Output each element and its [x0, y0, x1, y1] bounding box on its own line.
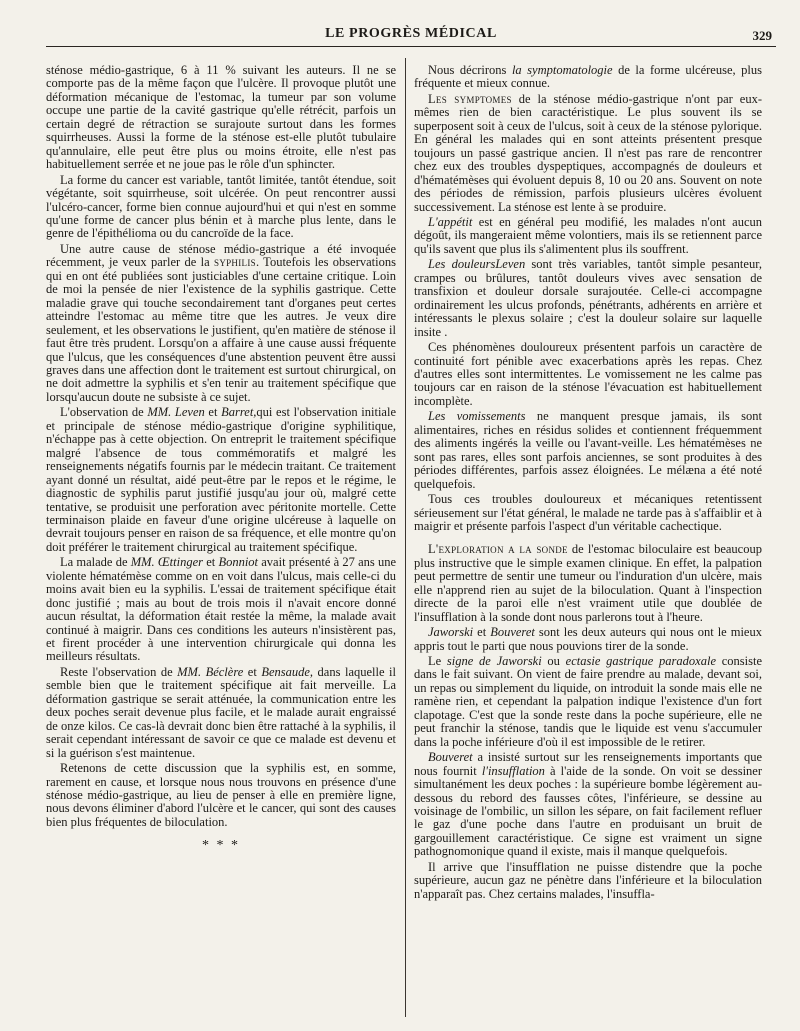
paragraph-text: sont très variables, tantôt simple pesanteur, crampes ou brûlures, tantôt douleurs vives avec sensation de transfixion et douleur dorsale surajoutée. Celle-ci accompagne ordinairement les ulcus profonds, pénétrants, adhérents en arrière et intéressants le plexus solaire ; c'est la douleur solaire sur laquelle insite	[414, 257, 762, 339]
paragraph-text: La malade de	[60, 555, 131, 570]
italic-emphasis: signe de Jaworski	[446, 654, 542, 669]
italic-emphasis: MM. Leven	[147, 405, 205, 420]
paragraph-text: consiste dans le fait suivant. On vient de faire prendre au malade, devant soi, un repas ou simplement du liquide, on introduit la sonde mais elle ne ramène rien, et cependant la palpation indique l'existence d'un fort clapotage. C'est que la sonde reste dans la poche supérieure, elle ne peut franchir la sténose, tandis que le liquide est venu s'accumuler dans la poche inférieure d'où il est impossible de le retirer.	[414, 654, 762, 749]
paragraph	[414, 751, 762, 859]
left-column	[46, 64, 396, 1023]
paragraph-text: Le	[428, 654, 447, 669]
paragraph	[414, 64, 762, 91]
paragraph	[414, 861, 762, 901]
paragraph-text: sont les deux auteurs qui nous ont le mieux appris tout le parti que nous pouvions tirer de la sonde.	[414, 625, 762, 653]
paragraph-text: de la sténose médio-gastrique n'ont par eux-mêmes rien de bien caractéristique. Le plus souvent ils se superposent soit à ceux de l'ulcus, soit à ceux de la sténose pylorique. En général les malades qui en sont atteints présentent presque toujours un passé gastrique ancien. Il n'est pas rare de rencontrer chez eux des troubles dyspeptiques, accompagnés de douleurs et d'hématémèses qui évoluent depuis 8, 10 ou 20 ans. Souvent on note des périodes de rémission, parfois plusieurs ulcères évoluent successivement. La sténose est lente à se produire.	[414, 91, 762, 214]
italic-emphasis: Les douleurs	[428, 257, 496, 272]
italic-emphasis: Les vomissements	[428, 409, 526, 424]
paragraph	[414, 543, 762, 624]
paragraph-text: et	[473, 625, 491, 640]
paragraph	[46, 762, 396, 829]
paragraph	[46, 243, 396, 404]
paragraph-text: avait présenté à 27 ans une violente hématémèse comme on en voit dans l'ulcus, mais celle-ci du moins avait bien eu la syphilis. L'essai de traitement spécifique était donc justifié ; mais au bout de trois mois il n'avait encore donné aucun résultat, la déformation était restée la même, la malade avait continué à maigrir. Dans ces conditions les auteurs n'insistèrent pas, et firent procéder à une intervention chirurgicale qui donna les meilleurs résultats.	[46, 555, 396, 664]
paragraph	[414, 493, 762, 533]
paragraph-text: est en général peu modifié, les malades n'ont aucun dégoût, ils mangeraient même volontiers, mais ils se retiennent parce qu'ils savent que plus ils s'alimentent plus ils souffrent.	[414, 214, 762, 256]
column-divider	[405, 58, 406, 1017]
italic-emphasis: ectasie gastrique paradoxale	[565, 654, 716, 669]
paragraph-text: L'observation de	[60, 405, 148, 420]
paragraph	[414, 216, 762, 256]
paragraph-text: qui est l'observation initiale et principale de sténose médio-gastrique d'origine syphilitique, n'échappe pas à cette objection. On entreprit le traitement spécifique malgré l'absence de tous commémoratifs et malgré les renseignements négatifs fournis par le médecin traitant. Ce traitement ayant donné un résultat, aidé peut-être par le repos et le régime, le diagnostic de syphilis parut justifié jusqu'au jour où, malgré cette tentative, se produisit une perforation avec péritonite mortelle. Cette terminaison plaide en faveur d'une origine ulcéreuse à laquelle on devrait toujours penser en raison de sa fréquence, et elle montre qu'on doit préférer le traitement chirurgical au traitement spécifique.	[46, 405, 396, 554]
right-column	[414, 64, 762, 1023]
italic-emphasis: MM. Béclère	[177, 664, 244, 679]
paragraph-text: de la forme ulcéreuse, plus fréquente et mieux connue.	[414, 63, 762, 91]
paragraph	[414, 341, 762, 408]
italic-emphasis: Bonniot	[218, 555, 259, 570]
page-number: 329	[752, 28, 772, 43]
italic-emphasis: L'appétit	[428, 214, 473, 229]
section-asterism: * * *	[202, 838, 240, 854]
small-caps-heading: L'exploration a la sonde	[428, 542, 568, 557]
paragraph-text: Une autre cause de sténose médio-gastrique a été invoquée récemment, je veux parler de la	[46, 241, 396, 270]
paragraph-text: Nous décrirons	[428, 63, 512, 77]
italic-emphasis: l'insufflation	[481, 763, 545, 778]
paragraph-text: Il arrive que l'insufflation ne puisse distendre que la poche supérieure, aucun gaz ne pénètre dans l'inférieure et la biloculation n'apparaît pas. Chez certains malades, l'insuffla-	[414, 859, 762, 901]
italic-emphasis: Bouveret	[428, 750, 473, 765]
paragraph	[414, 258, 762, 339]
italic-emphasis: la symptomatologie	[511, 63, 613, 77]
paragraph-text: de l'estomac biloculaire est beaucoup plus instructive que le simple examen clinique. En effet, la palpation peut permettre de sentir une tumeur ou l'induration d'un ulcère, mais elle n'apprend rien au sujet de la biloculation. Quant à l'inspection directe de la paroi elle n'est vraiment utile que doublée de l'insufflation à la sonde dont nous parlerons tout à l'heure.	[414, 542, 762, 624]
paragraph-text: et	[203, 555, 219, 570]
italic-emphasis: Barret,	[221, 405, 257, 420]
small-caps-heading: syphilis	[214, 255, 256, 270]
paragraph	[414, 626, 762, 653]
paragraph-text: ne manquent presque jamais, ils sont alimentaires, riches en résidus solides et contiennent fréquemment des aliments ingérés la veille ou l'avant-veille. Les hématémèses ne sont pas rares, elles sont parfois anciennes, se sont produites à des périodes différentes, parfois assez éloignées. Le mélæna a été noté quelquefois.	[414, 409, 762, 491]
paragraph-text: ou	[541, 654, 566, 669]
paragraph	[414, 410, 762, 491]
paragraph-text: et	[204, 405, 222, 420]
paragraph-text: sténose médio-gastrique, 6 à 11 % suivant les auteurs. Il ne se comporte pas de la même façon que l'ulcère. Il provoque plutôt une déformation mécanique de l'estomac, la tumeur par son volume occupe une partie de la cavité gastrique qu'elle rétrécit, parfois un certain degré de rétraction se surajoute surtout dans les formes squirrheuses. Aussi la forme de la sténose est-elle plutôt tubulaire qu'annulaire, elle peut être plus ou moins étroite, elle n'est pas habituellement serrée et ne joue pas le rôle d'un sphincter.	[46, 63, 396, 172]
paragraph-text: Retenons de cette discussion que la syphilis est, en somme, rarement en cause, et lorsque nous nous trouvons en présence d'une sténose médio-gastrique, au lieu de penser à elle en première ligne, nous devons éliminer d'abord l'ulcère et le cancer, qui sont des causes bien plus fréquentes de biloculation.	[46, 761, 396, 829]
italic-emphasis: Leven	[495, 257, 526, 272]
paragraph	[414, 655, 762, 749]
paragraph-text: à l'aide de la sonde. On voit se dessiner simultanément les deux poches : la supérieure bombe légèrement au-dessous du rebord des fausses côtes, l'inférieure, se dessine au voisinage de l'ombilic, un sillon les sépare, on fait facilement refluer le gaz d'une poche dans l'autre en produisant un bruit de gargouillement caractéristique. Ce signe est vraiment un signe pathognomonique quand il existe, mais il manque quelquefois.	[414, 763, 762, 859]
italic-emphasis: Bensaude,	[261, 664, 314, 679]
paragraph-text: Reste l'observation de	[60, 664, 178, 679]
paragraph	[46, 174, 396, 241]
paragraph-text: La forme du cancer est variable, tantôt limitée, tantôt étendue, soit végétante, soit squirrheuse, soit ulcérée. On peut rencontrer aussi l'ulcéro-cancer, forme bien connue aujourd'hui et qui n'est en somme qu'une forme de cancer plus bénin et à marche plus lente, dans le genre de l'épithélioma ou du cancroïde de la face.	[46, 172, 396, 241]
paragraph	[414, 93, 762, 214]
small-caps-heading: Les symptomes	[428, 91, 512, 106]
paragraph	[46, 406, 396, 554]
paragraph-text: a insisté surtout sur les renseignements importants que nous fournit	[414, 750, 762, 778]
paragraph-text: .	[444, 324, 448, 339]
italic-emphasis: Jaworski	[428, 625, 474, 640]
paragraph	[46, 556, 396, 664]
running-header	[46, 20, 776, 47]
italic-emphasis: Bouveret	[490, 625, 535, 640]
paragraph-text: dans laquelle il semble bien que le traitement spécifique ait fait merveille. La déformation gastrique se serait atténuée, la communication entre les deux poches serait devenue plus facile, et le malade aurait engraissé de onze kilos. Ce cas-là devrait donc bien être rattaché à la syphilis, il serait cependant intéressant de savoir ce que ce malade est devenu et si la guérison s'est maintenue.	[46, 664, 396, 760]
paragraph-text: et	[243, 664, 262, 679]
paragraph	[46, 64, 396, 172]
paragraph-text: Ces phénomènes douloureux présentent parfois un caractère de continuité fort pénible avec exacerbations après les repas. Chez d'autres elles sont intermittentes. Le vomissement ne les calme pas toujours car en raison de la sténose l'évacuation est habituellement incomplète.	[414, 340, 762, 408]
italic-emphasis: MM. Œttinger	[130, 555, 203, 570]
paragraph-text: . Toutefois les observations qui en ont été publiées sont justiciables d'une certaine critique. Loin de moi la pensée de nier l'existence de la syphilis gastrique. Cette maladie grave qui touche secondairement tant d'organes peut certes atteindre l'estomac au même titre que les autres. Je veux dire seulement, et les observations le justifient, qu'en matière de sténose il faut être très prudent. Lorsqu'on a affaire à une cause aussi fréquente que l'ulcus, que les conséquences d'une abstention peuvent être aussi graves dans une affection dont le traitement est surtout chirurgical, on ne doit admettre la syphilis et s'en tenir au traitement spécifique que lorsqu'aucun doute ne subsiste à ce sujet.	[46, 255, 396, 404]
paragraph-text: Tous ces troubles douloureux et mécaniques retentissent sérieusement sur l'état général, le malade ne tarde pas à s'affaiblir et à maigrir et présente parfois l'aspect d'un véritable cachectique.	[414, 492, 762, 533]
paragraph	[46, 666, 396, 760]
journal-title: LE PROGRÈS MÉDICAL	[325, 26, 497, 41]
